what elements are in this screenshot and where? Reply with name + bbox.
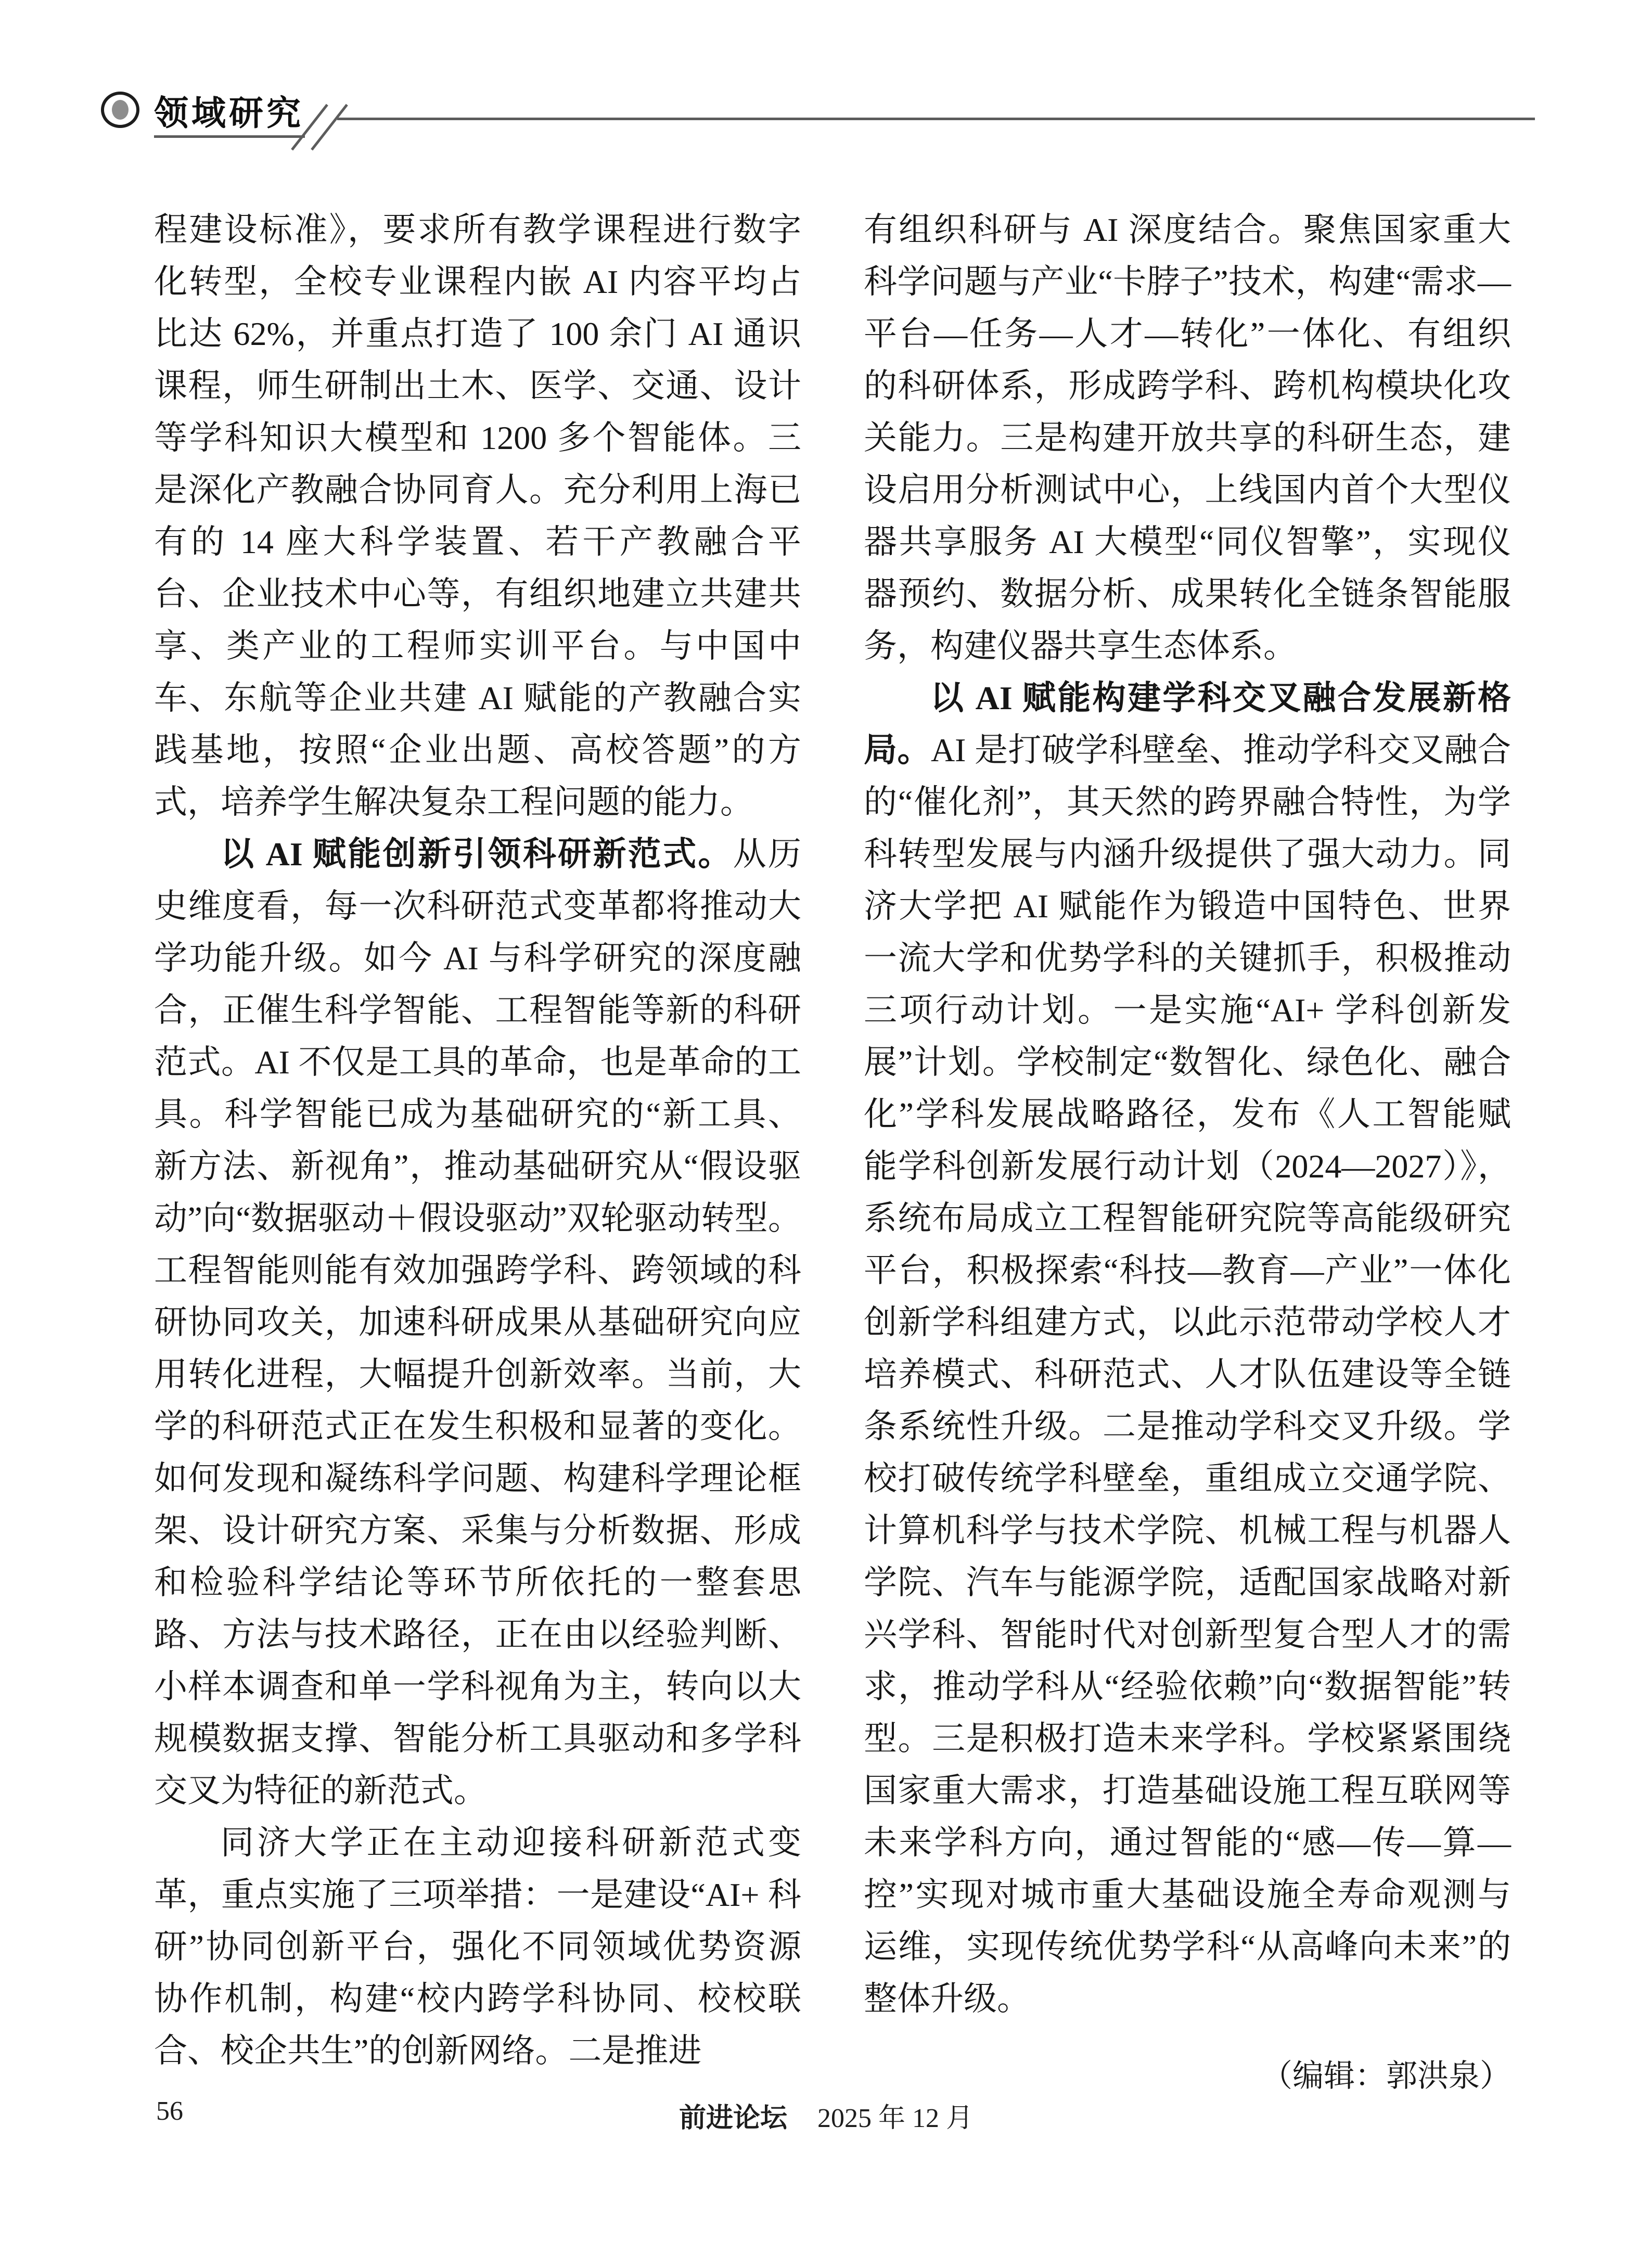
page-number: 56 <box>156 2096 183 2126</box>
header-divider-short-line <box>154 135 305 138</box>
page-footer <box>0 2096 1652 2137</box>
section-bullet-icon <box>101 92 139 128</box>
article-paragraph: 以 AI 赋能构建学科交叉融合发展新格局。AI 是打破学科壁垒、推动学科交叉融合的“催化剂”，其天然的跨界融合特性，为学科转型发展与内涵升级提供了强大动力。同济大学把 AI 赋能作为锻造中国特色、世界一流大学和优势学科的关键抓手，积极推动三项行动计划。一是实施“AI+ 学科创新发展”计划。学校制定“数智化、绿色化、融合化”学科发展战略路径，发布《人工智能赋能学科创新发展行动计划（2024—2027）》，系统布局成立工程智能研究院等高能级研究平台，积极探索“科技—教育—产业”一体化创新学科组建方式，以此示范带动学校人才培养模式、科研范式、人才队伍建设等全链条系统性升级。二是推动学科交叉升级。学校打破传统学科壁垒，重组成立交通学院、计算机科学与技术学院、机械工程与机器人学院、汽车与能源学院，适配国家战略对新兴学科、智能时代对创新型复合型人才的需求，推动学科从“经验依赖”向“数据智能”转型。三是积极打造未来学科。学校紧紧围绕国家重大需求，打造基础设施工程互联网等未来学科方向，通过智能的“感—传—算—控”实现对城市重大基础设施全寿命观测与运维，实现传统优势学科“从高峰向未来”的整体升级。 <box>864 680 1512 2017</box>
article-paragraph: 以 AI 赋能创新引领科研新范式。从历史维度看，每一次科研范式变革都将推动大学功能升级。如今 AI 与科学研究的深度融合，正催生科学智能、工程智能等新的科研范式。AI 不仅是工具的革命，也是革命的工具。科学智能已成为基础研究的“新工具、新方法、新视角”，推动基础研究从“假设驱动”向“数据驱动＋假设驱动”双轮驱动转型。工程智能则能有效加强跨学科、跨领域的科研协同攻关，加速科研成果从基础研究向应用转化进程，大幅提升创新效率。当前，大学的科研范式正在发生积极和显著的变化。如何发现和凝练科学问题、构建科学理论框架、设计研究方案、采集与分析数据、形成和检验科学结论等环节所依托的一整套思路、方法与技术路径，正在由以经验判断、小样本调查和单一学科视角为主，转向以大规模数据支撑、智能分析工具驱动和多学科交叉为特征的新范式。 <box>154 836 802 1809</box>
paragraph-bold-lead: 以 AI 赋能创新引领科研新范式。 <box>221 836 733 873</box>
header-divider-long-line <box>337 118 1535 120</box>
article-paragraph: 同济大学正在主动迎接科研新范式变革，重点实施了三项举措：一是建设“AI+ 科研”协同创新平台，强化不同领域优势资源协作机制，构建“校内跨学科协同、校校联合、校企共生”的创新网络。二是推进 <box>154 1824 801 2069</box>
paragraph-bold-lead: 以 AI 赋能构建学科交叉融合发展新格局。 <box>864 680 1511 768</box>
right-column <box>864 204 1511 2102</box>
section-bullet-dot-icon <box>112 100 129 120</box>
footer-journal-info <box>679 2096 973 2135</box>
article-paragraph: 程建设标准》，要求所有教学课程进行数字化转型，全校专业课程内嵌 AI 内容平均占比达 62%，并重点打造了 100 余门 AI 通识课程，师生研制出土木、医学、交通、设计等学科知识大模型和 1200 多个智能体。三是深化产教融合协同育人。充分利用上海已有的 14 座大科学装置、若干产教融合平台、企业技术中心等，有组织地建立共建共享、类产业的工程师实训平台。与中国中车、东航等企业共建 AI 赋能的产教融合实践基地，按照“企业出题、高校答题”的方式，培养学生解决复杂工程问题的能力。 <box>154 211 801 821</box>
section-title: 领域研究 <box>154 95 304 133</box>
header-divider-slash-icon <box>311 104 348 151</box>
journal-name: 前进论坛 <box>678 2104 787 2133</box>
editor-credit: （编辑：郭洪泉） <box>1261 2059 1511 2093</box>
left-column <box>154 204 801 2077</box>
issue-date: 2025 年 12 月 <box>817 2104 974 2133</box>
article-paragraph: 有组织科研与 AI 深度结合。聚焦国家重大科学问题与产业“卡脖子”技术，构建“需求—平台—任务—人才—转化”一体化、有组织的科研体系，形成跨学科、跨机构模块化攻关能力。三是构建开放共享的科研生态，建设启用分析测试中心，上线国内首个大型仪器共享服务 AI 大模型“同仪智擎”，实现仪器预约、数据分析、成果转化全链条智能服务，构建仪器共享生态体系。 <box>864 211 1511 664</box>
